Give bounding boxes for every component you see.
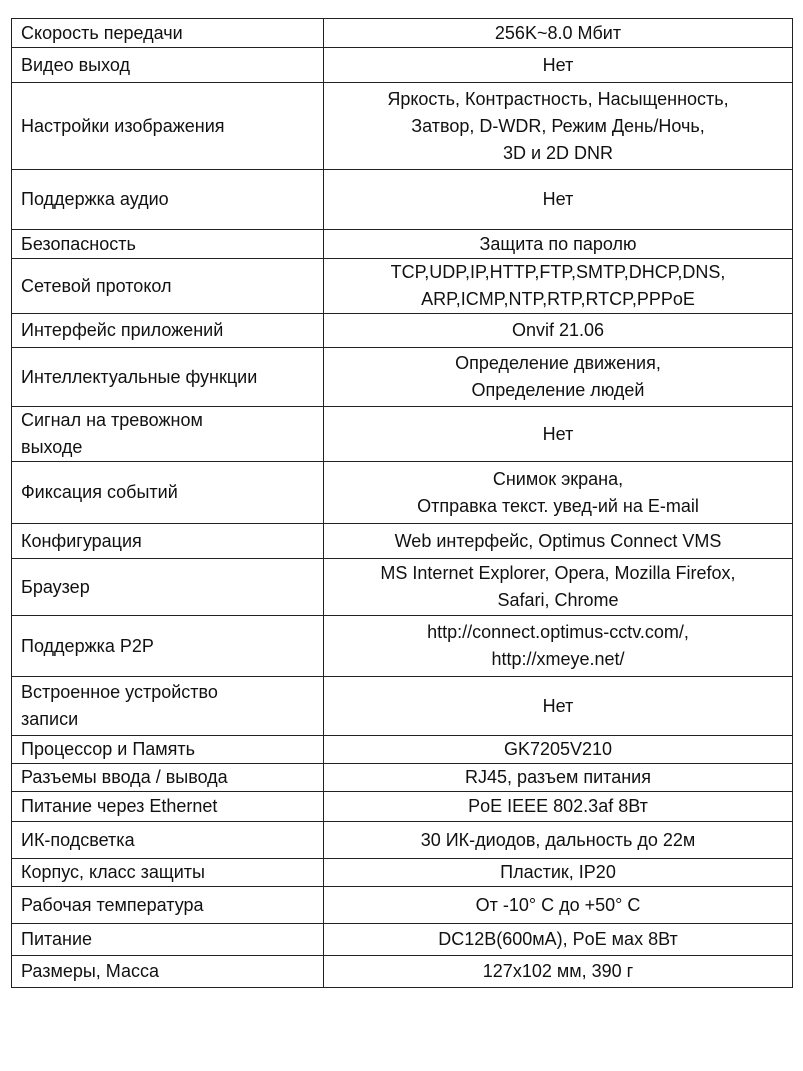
spec-row xyxy=(12,764,793,792)
spec-value-cell xyxy=(324,559,793,616)
spec-row xyxy=(12,348,793,407)
spec-row xyxy=(12,170,793,230)
spec-value-cell xyxy=(324,822,793,859)
spec-row xyxy=(12,822,793,859)
spec-param-text: Питание xyxy=(21,929,93,949)
spec-param-cell xyxy=(12,348,324,407)
spec-row xyxy=(12,48,793,83)
spec-param-text: Питание через Ethernet xyxy=(21,796,218,816)
spec-row xyxy=(12,924,793,956)
spec-table-body xyxy=(12,19,793,988)
spec-param-cell xyxy=(12,19,324,48)
spec-value-cell xyxy=(324,407,793,462)
spec-value-text: MS Internet Explorer, Opera, Mozilla Firefox, xyxy=(380,563,736,583)
spec-value-text: http://xmeye.net/ xyxy=(491,649,625,669)
spec-value-text: Нет xyxy=(542,423,574,444)
spec-param-cell xyxy=(12,83,324,170)
spec-param-text: Интеллектуальные функции xyxy=(21,366,258,387)
spec-param-cell xyxy=(12,677,324,736)
spec-param-text: Поддержка аудио xyxy=(21,189,169,209)
spec-param-text: выходе xyxy=(21,437,83,457)
spec-param-text: ИК-подсветка xyxy=(21,829,135,850)
spec-param-text: Сигнал на тревожном xyxy=(21,410,203,430)
spec-param-text: Интерфейс приложений xyxy=(21,320,224,340)
spec-param-text: Безопасность xyxy=(21,233,136,254)
spec-row xyxy=(12,524,793,559)
spec-row xyxy=(12,259,793,314)
spec-value-cell xyxy=(324,677,793,736)
spec-param-text: Скорость передачи xyxy=(21,22,183,43)
spec-param-cell xyxy=(12,924,324,956)
spec-value-text: Определение людей xyxy=(471,380,645,400)
spec-value-cell xyxy=(324,170,793,230)
spec-row xyxy=(12,407,793,462)
spec-param-text: Встроенное устройство xyxy=(21,682,218,702)
spec-value-text: Снимок экрана, xyxy=(492,468,624,489)
spec-value-text: DC12В(600мА), PoE мах 8Вт xyxy=(438,929,678,949)
spec-param-cell xyxy=(12,559,324,616)
spec-param-cell xyxy=(12,524,324,559)
spec-value-cell xyxy=(324,348,793,407)
spec-param-cell xyxy=(12,792,324,822)
spec-value-text: Onvif 21.06 xyxy=(511,320,605,340)
spec-row xyxy=(12,19,793,48)
spec-value-text: 30 ИК-диодов, дальность до 22м xyxy=(420,829,696,850)
spec-param-cell xyxy=(12,764,324,792)
spec-row xyxy=(12,956,793,988)
spec-value-cell xyxy=(324,259,793,314)
spec-row xyxy=(12,230,793,259)
spec-param-text: Процессор и Память xyxy=(21,739,196,759)
spec-value-cell xyxy=(324,736,793,764)
spec-value-cell xyxy=(324,887,793,924)
spec-row xyxy=(12,314,793,348)
spec-param-cell xyxy=(12,822,324,859)
spec-table xyxy=(11,18,793,988)
spec-row xyxy=(12,559,793,616)
spec-value-text: Web интерфейс, Optimus Connect VMS xyxy=(394,530,722,551)
spec-param-cell xyxy=(12,616,324,677)
spec-value-text: RJ45, разъем питания xyxy=(465,767,651,787)
spec-value-text: Защита по паролю xyxy=(479,233,637,254)
spec-value-text: TCP,UDP,IP,HTTP,FTP,SMTP,DHCP,DNS, xyxy=(390,262,726,282)
spec-param-cell xyxy=(12,462,324,524)
spec-row xyxy=(12,887,793,924)
spec-row xyxy=(12,616,793,677)
spec-value-cell xyxy=(324,924,793,956)
spec-row xyxy=(12,736,793,764)
spec-param-text: Поддержка P2P xyxy=(21,635,154,656)
spec-param-text: Размеры, Масса xyxy=(21,961,160,981)
spec-param-cell xyxy=(12,736,324,764)
spec-param-text: Рабочая температура xyxy=(21,894,204,915)
spec-value-text: Яркость, Контрастность, Насыщенность, xyxy=(387,88,729,109)
spec-value-text: GK7205V210 xyxy=(503,739,613,759)
spec-param-cell xyxy=(12,230,324,259)
spec-param-text: Конфигурация xyxy=(21,530,142,551)
spec-row xyxy=(12,462,793,524)
spec-value-text: Определение движения, xyxy=(455,353,661,373)
spec-value-text: 256K~8.0 Мбит xyxy=(494,22,622,43)
spec-param-cell xyxy=(12,259,324,314)
spec-param-text: Сетевой протокол xyxy=(21,275,172,296)
spec-value-cell xyxy=(324,956,793,988)
spec-param-cell xyxy=(12,407,324,462)
spec-value-text: Затвор, D-WDR, Режим День/Ночь, xyxy=(411,115,705,136)
spec-param-cell xyxy=(12,859,324,887)
spec-param-text: Видео выход xyxy=(21,54,131,75)
spec-param-text: записи xyxy=(21,709,79,729)
spec-param-cell xyxy=(12,170,324,230)
spec-row xyxy=(12,677,793,736)
spec-value-text: Нет xyxy=(542,54,574,75)
spec-param-cell xyxy=(12,48,324,83)
spec-value-cell xyxy=(324,19,793,48)
spec-row xyxy=(12,83,793,170)
spec-param-text: Корпус, класс защиты xyxy=(21,862,205,882)
spec-value-cell xyxy=(324,83,793,170)
spec-value-text: От -10° C до +50° C xyxy=(475,894,641,915)
spec-value-text: http://connect.optimus-cctv.com/, xyxy=(427,622,689,642)
spec-param-cell xyxy=(12,887,324,924)
spec-value-cell xyxy=(324,314,793,348)
spec-value-text: 3D и 2D DNR xyxy=(502,142,614,163)
spec-param-cell xyxy=(12,314,324,348)
spec-value-text: ARP,ICMP,NTP,RTP,RTCP,PPPoE xyxy=(421,289,695,309)
spec-param-text: Разъемы ввода / вывода xyxy=(21,767,228,787)
spec-value-cell xyxy=(324,524,793,559)
spec-value-cell xyxy=(324,230,793,259)
spec-value-cell xyxy=(324,792,793,822)
spec-value-text: 127х102 мм, 390 г xyxy=(482,961,634,981)
spec-value-text: Нет xyxy=(542,189,574,209)
spec-value-cell xyxy=(324,616,793,677)
spec-value-text: PoE IEEE 802.3af 8Вт xyxy=(468,796,648,816)
spec-value-text: Отправка текст. увед-ий на E-mail xyxy=(417,495,699,516)
spec-row xyxy=(12,859,793,887)
spec-value-cell xyxy=(324,859,793,887)
spec-row xyxy=(12,792,793,822)
spec-param-text: Настройки изображения xyxy=(21,115,225,136)
spec-value-text: Нет xyxy=(542,695,574,716)
spec-value-text: Safari, Chrome xyxy=(497,590,619,610)
spec-value-cell xyxy=(324,48,793,83)
spec-value-cell xyxy=(324,462,793,524)
spec-param-cell xyxy=(12,956,324,988)
spec-value-cell xyxy=(324,764,793,792)
spec-value-text: Пластик, IP20 xyxy=(500,862,616,882)
spec-param-text: Фиксация событий xyxy=(21,482,178,502)
spec-param-text: Браузер xyxy=(21,576,90,597)
